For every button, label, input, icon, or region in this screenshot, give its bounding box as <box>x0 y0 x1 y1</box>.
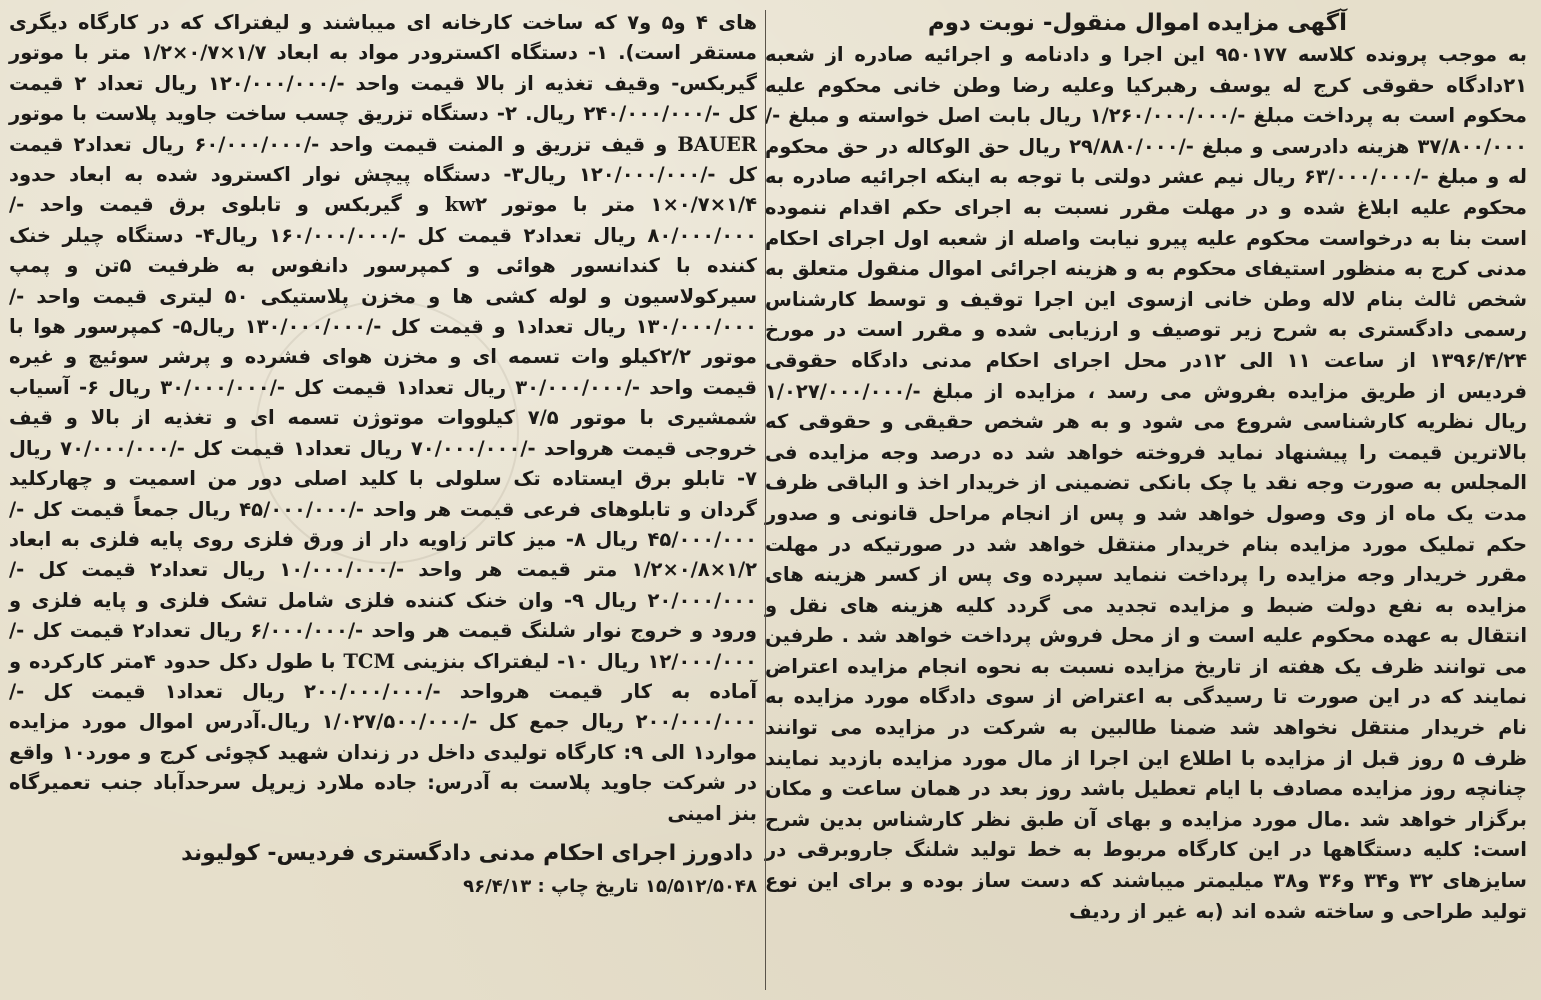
item-list-part-2: و قیف تزریق و المنت قیمت واحد -/۶۰/۰۰۰/۰۰۰ ریال تعداد۲ قیمت کل -/۱۲۰/۰۰۰/۰۰۰ ریال۳- دستگاه پیچش نوار اکسترود شده به ابعاد حدود ۱/۴×۰/۷×۱ متر با موتور <box>9 132 757 217</box>
brand-tcm: TCM <box>343 649 396 673</box>
power-unit-kw: kw <box>444 193 476 217</box>
item-list-part-4: با طول دکل حدود ۴متر کارکرده و آماده به کار قیمت هرواحد -/۲۰۰/۰۰۰/۰۰۰ ریال تعداد۱ قیمت کل -/۲۰۰/۰۰۰/۰۰۰ ریال جمع کل -/۱/۰۲۷/۵۰۰/۰۰۰ ریال.آدرس اموال مورد مزایده موارد۱ الی ۹: کارگاه تولیدی داخل در زندان شهید کچوئی کرج و مورد۱۰ واقع در شرکت جاوید پلاست به آدرس: جاده ملارد زیرپل سرحدآباد جنب تعمیرگاه بنز امینی <box>9 649 758 825</box>
notice-title: آگهی مزایده اموال منقول- نوبت دوم <box>927 10 1347 36</box>
print-info: ۱۵/۵۱۲/۵۰۴۸ تاریخ چاپ : ۹۶/۴/۱۳ <box>463 875 757 897</box>
left-column <box>9 8 757 901</box>
notice-body-right: به موجب پرونده کلاسه ۹۵۰۱۷۷ این اجرا و دادنامه و اجرائیه صادره از شعبه ۲۱دادگاه حقوقی کرج له یوسف رهبرکیا وعلیه رضا وطن خانی محکوم علیه محکوم است به پرداخت مبلغ -/۱/۲۶۰/۰۰۰/۰۰۰ ریال بابت اصل خواسته و مبلغ -/۳۷/۸۰۰/۰۰۰ هزینه دادرسی و مبلغ -/۲۹/۸۸۰/۰۰۰ ریال حق الوکاله در حق محکوم له و مبلغ -/۶۳/۰۰۰/۰۰۰ ریال نیم عشر دولتی با توجه به اینکه اجرائیه صادره به محکوم علیه ابلاغ شده و در مهلت مقرر نسبت به اجرای حکم اقدام ننموده است بنا به درخواست محکوم علیه پیرو نیابت واصله از شعبه اول اجرای احکام مدنی کرج به منظور استیفای محکوم به و هزینه اجرائی اموال منقول متعلق به شخص ثالث بنام لاله وطن خانی ازسوی این اجرا توقیف و توسط کارشناس رسمی دادگستری به شرح زیر توصیف و ارزیابی شده و مقرر است در مورخ ۱۳۹۶/۴/۲۴ از ساعت ۱۱ الی ۱۲در محل اجرای احکام مدنی دادگاه حقوقی فردیس از طریق مزایده بفروش می رسد ، مزایده از مبلغ -/۱/۰۲۷/۰۰۰/۰۰۰ ریال نظریه کارشناسی شروع می شود و به هر شخص حقیقی و حقوقی که بالاترین قیمت را پیشنهاد نماید فروخته خواهد شد ده درصد وجه مزایده فی المجلس به صورت وجه نقد یا چک بانکی تضمینی از خریدار اخذ و الباقی ظرف مدت یک ماه از وی وصول خواهد شد و پس از انجام مراحل قانونی و صدور حکم تملیک مورد مزایده بنام خریدار منتقل خواهد شد در صورتیکه در مهلت مقرر خریدار وجه مزایده را پرداخت ننماید سپرده وی پس از کسر هزینه های مزایده به نفع دولت ضبط و مزایده تجدید می گردد کلیه هزینه های نقل و انتقال به عهده محکوم علیه است و از محل فروش پرداخت خواهد شد . طرفین می توانند ظرف یک هفته از تاریخ مزایده نسبت به نحوه انجام مزایده اعتراض نمایند که در این صورت تا رسیدگی به اعتراض از سوی دادگاه مورد مزایده به نام خریدار منتقل نخواهد شد ضمنا طالبین به شرکت در مزایده می توانند ظرف ۵ روز قبل از مزایده با اطلاع این اجرا از مال مورد مزایده بازدید نمایند چنانچه روز مزایده مصادف با ایام تعطیل باشد روز بعد در همان ساعت و مکان برگزار خواهد شد .مال مورد مزایده و بهای آن طبق نظر کارشناس بدین شرح است: کلیه دستگاهها در این کارگاه مربوط به خط تولید شلنگ جاروبرقی در سایزهای ۳۲ و۳۴ و۳۶ و۳۸ میلیمتر میباشند که دست ساز بوده و برای این نوع تولید طراحی و ساخته شده اند (به غیر از ردیف <box>765 43 1527 923</box>
item-list-part-1: های ۴ و۵ و۷ که ساخت کارخانه ای میباشند و لیفتراک که در کارگاه دیگری مستقر است). ۱- دستگاه اکسترودر مواد به ابعاد ۱/۷×۰/۷×۱/۲ متر با موتور گیربکس- وقیف تغذیه از بالا قیمت واحد -/۱۲۰/۰۰۰/۰۰۰ ریال تعداد ۲ قیمت کل -/۲۴۰/۰۰۰/۰۰۰ ریال. ۲- دستگاه تزریق چسب ساخت جاوید پلاست با موتور <box>9 11 757 126</box>
column-divider <box>765 10 766 990</box>
signature-line: دادورز اجرای احکام مدنی دادگستری فردیس- کولیوند <box>181 840 753 866</box>
brand-bauer: BAUER <box>677 132 758 156</box>
item-list-part-3: ۲ و گیربکس و تابلوی برق قیمت واحد -/۸۰/۰۰۰/۰۰۰ ریال تعداد۲ قیمت کل -/۱۶۰/۰۰۰/۰۰۰ ریال۴- دستگاه چیلر خنک کننده با کندانسور هوائی و کمپرسور دانفوس به ظرفیت ۵تن و پمپ سیرکولاسیون و لوله کشی ها و مخزن پلاستیکی ۵۰ لیتری قیمت واحد -/۱۳۰/۰۰۰/۰۰۰ ریال تعداد۱ و قیمت کل -/۱۳۰/۰۰۰/۰۰۰ ریال۵- کمپرسور هوا با موتور ۲/۲کیلو وات تسمه ای و مخزن هوای فشرده و پرشر سوئیچ و غیره قیمت واحد -/۳۰/۰۰۰/۰۰۰ ریال تعداد۱ قیمت کل -/۳۰/۰۰۰/۰۰۰ ریال ۶- آسیاب شمشیری با موتور ۷/۵ کیلووات موتوژن تسمه ای و تغذیه از بالا و قیف خروجی قیمت هرواحد -/۷۰/۰۰۰/۰۰۰ ریال تعداد۱ قیمت کل -/۷۰/۰۰۰/۰۰۰ ریال ۷- تابلو برق ایستاده تک سلولی با کلید اصلی دور من اسمیت و چهارکلید گردان و تابلوهای فرعی قیمت هر واحد -/۴۵/۰۰۰/۰۰۰ ریال جمعاً قیمت کل -/۴۵/۰۰۰/۰۰۰ ریال ۸- میز کاتر زاویه دار از ورق فلزی روی پایه فلزی به ابعاد ۱/۲×۰/۸×۱/۲ متر قیمت هر واحد -/۱۰/۰۰۰/۰۰۰ ریال تعداد۲ قیمت کل -/۲۰/۰۰۰/۰۰۰ ریال ۹- وان خنک کننده فلزی شامل تشک فلزی و پایه فلزی و ورود و خروج نوار شلنگ قیمت هر واحد -/۶/۰۰۰/۰۰۰ ریال تعداد۲ قیمت کل -/۱۲/۰۰۰/۰۰۰ ریال ۱۰- لیفتراک بنزینی <box>9 193 758 673</box>
right-column <box>765 8 1527 927</box>
notice-body-left <box>9 8 757 829</box>
